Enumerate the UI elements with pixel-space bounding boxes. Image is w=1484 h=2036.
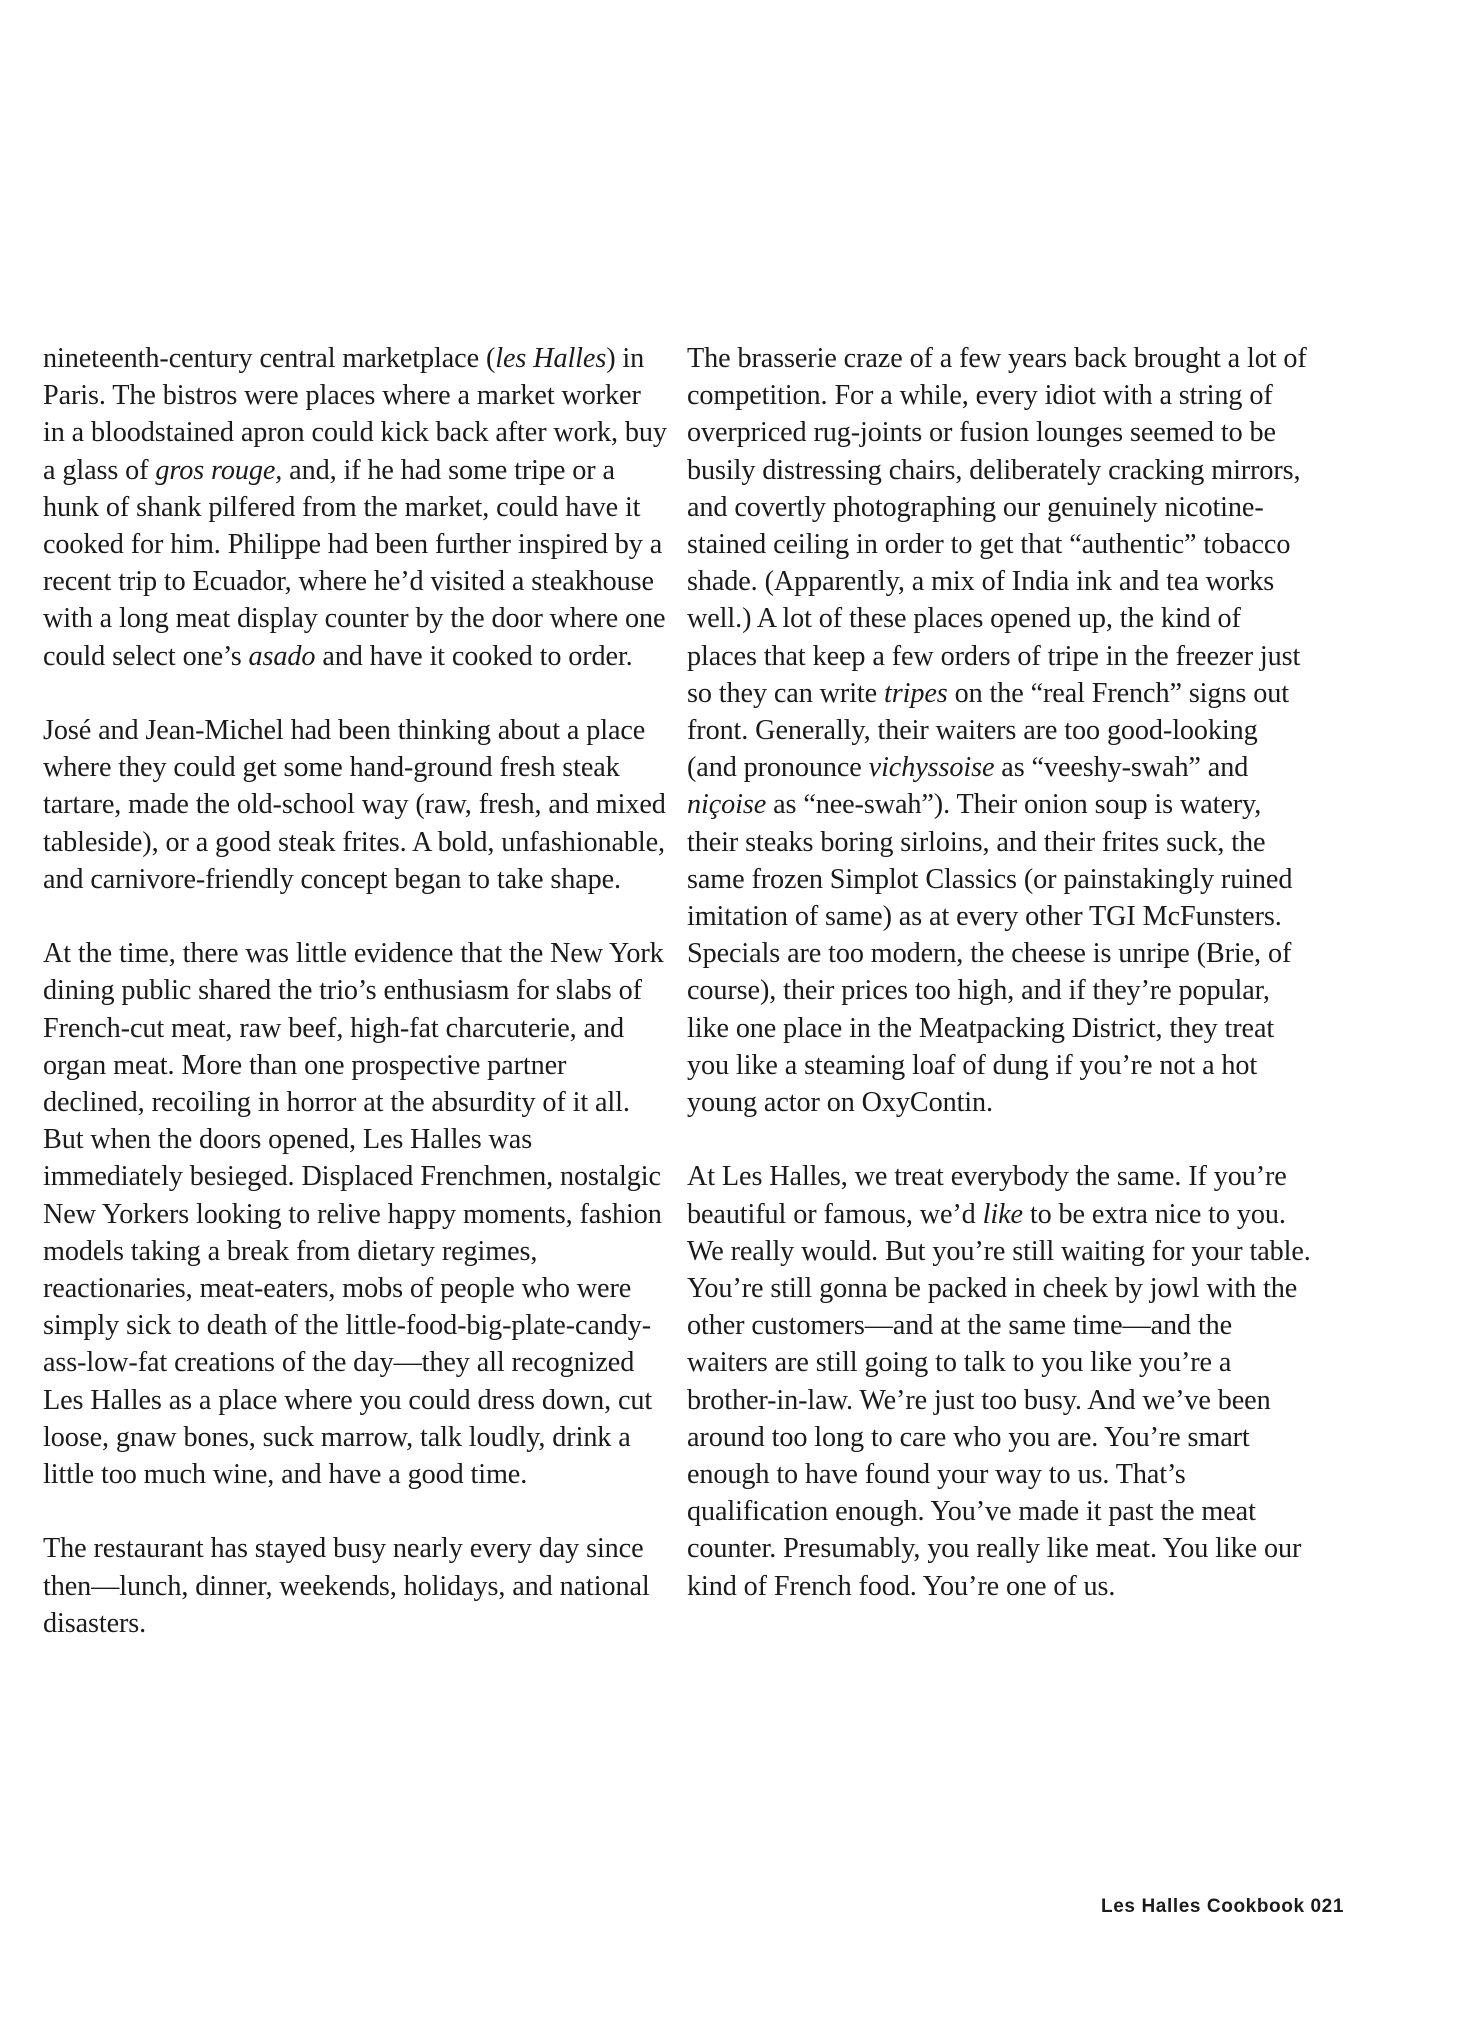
left-text-column xyxy=(43,340,669,1679)
text-run: as “nee-swah”). Their onion soup is watery, their steaks boring sirloins, and their frites suck, the same frozen Simplot Classics (or painstakingly ruined imitation of same) as at every other TGI McFunsters. Specials are too modern, the cheese is unripe (Brie, of course), their prices too high, and if they’re popular, like one place in the Meatpacking District, they treat you like a steaming loaf of dung if you’re not a hot young actor on OxyContin. xyxy=(687,789,1293,1119)
text-run: to be extra nice to you. We really would. But you’re still waiting for your table. You’re still gonna be packed in cheek by jowl with the other customers—and at the same time—and the waiters are still going to talk to you like you’re a brother-in-law. We’re just too busy. And we’ve been around too long to care who you are. You’re smart enough to have found your way to us. That’s qualification enough. You’ve made it past the meat counter. Presumably, you really like meat. You like our kind of French food. You’re one of us. xyxy=(687,1198,1311,1602)
text-run: and have it cooked to order. xyxy=(315,640,633,672)
body-paragraph xyxy=(43,340,669,675)
italic-text-run: niçoise xyxy=(687,789,767,821)
body-paragraph xyxy=(43,712,669,898)
italic-text-run: asado xyxy=(248,640,316,672)
running-footer: Les Halles Cookbook 021 xyxy=(1101,1896,1344,1917)
text-run: The brasserie craze of a few years back brought a lot of competition. For a while, every idiot with a string of overpriced rug-joints or fusion lounges seemed to be busily distressing chairs, deliberately cracking mirrors, and covertly photographing our genuinely nicotine-stained ceiling in order to get that “authentic” tobacco shade. (Apparently, a mix of India ink and tea works well.) A lot of these places opened up, the kind of places that keep a few orders of tripe in the freezer just so they can write xyxy=(687,343,1307,709)
body-paragraph xyxy=(43,1530,669,1642)
right-text-column xyxy=(687,340,1313,1642)
italic-text-run: gros rouge, xyxy=(155,454,283,486)
body-paragraph xyxy=(43,935,669,1493)
italic-text-run: like xyxy=(982,1198,1023,1230)
text-run: and, if he had some tripe or a hunk of shank pilfered from the market, could have it cooked for him. Philippe had been further inspired by a recent trip to Ecuador, where he’d visited a steakhouse with a long meat display counter by the door where one could select one’s xyxy=(43,454,666,672)
body-paragraph xyxy=(687,340,1313,1121)
italic-text-run: tripes xyxy=(884,677,948,709)
text-run: José and Jean-Michel had been thinking about a place where they could get some hand-ground fresh steak tartare, made the old-school way (raw, fresh, and mixed tableside), or a good steak frites. A bold, unfashionable, and carnivore-friendly concept began to take shape. xyxy=(43,715,666,895)
text-run: nineteenth-century central marketplace ( xyxy=(43,343,496,374)
body-paragraph xyxy=(687,1158,1313,1604)
text-run: on the “real French” signs out front. Generally, their waiters are too good-looking (and pronounce xyxy=(687,677,1289,784)
text-run: At Les Halles, we treat everybody the same. If you’re beautiful or famous, we’d xyxy=(687,1161,1287,1230)
text-run: At the time, there was little evidence that the New York dining public shared the trio’s enthusiasm for slabs of French-cut meat, raw beef, high-fat charcuterie, and organ meat. More than one prospective partner declined, recoiling in horror at the absurdity of it all. But when the doors opened, Les Halles was immediately besieged. Displaced Frenchmen, nostalgic New Yorkers looking to relive happy moments, fashion models taking a break from dietary regimes, reactionaries, meat-eaters, mobs of people who were simply sick to death of the little-food-big-plate-candy-ass-low-fat creations of the day—they all recognized Les Halles as a place where you could dress down, cut loose, gnaw bones, suck marrow, talk loudly, drink a little too much wine, and have a good time. xyxy=(43,938,664,1491)
text-run: The restaurant has stayed busy nearly every day since then—lunch, dinner, weekends, holidays, and national disasters. xyxy=(43,1533,650,1639)
italic-text-run: les Halles xyxy=(495,343,607,374)
italic-text-run: vichyssoise xyxy=(868,752,995,784)
text-run: ) in Paris. The bistros were places where a market worker in a bloodstained apron could kick back after work, buy a glass of xyxy=(43,343,667,486)
text-run: as “veeshy-swah” and xyxy=(994,752,1249,784)
